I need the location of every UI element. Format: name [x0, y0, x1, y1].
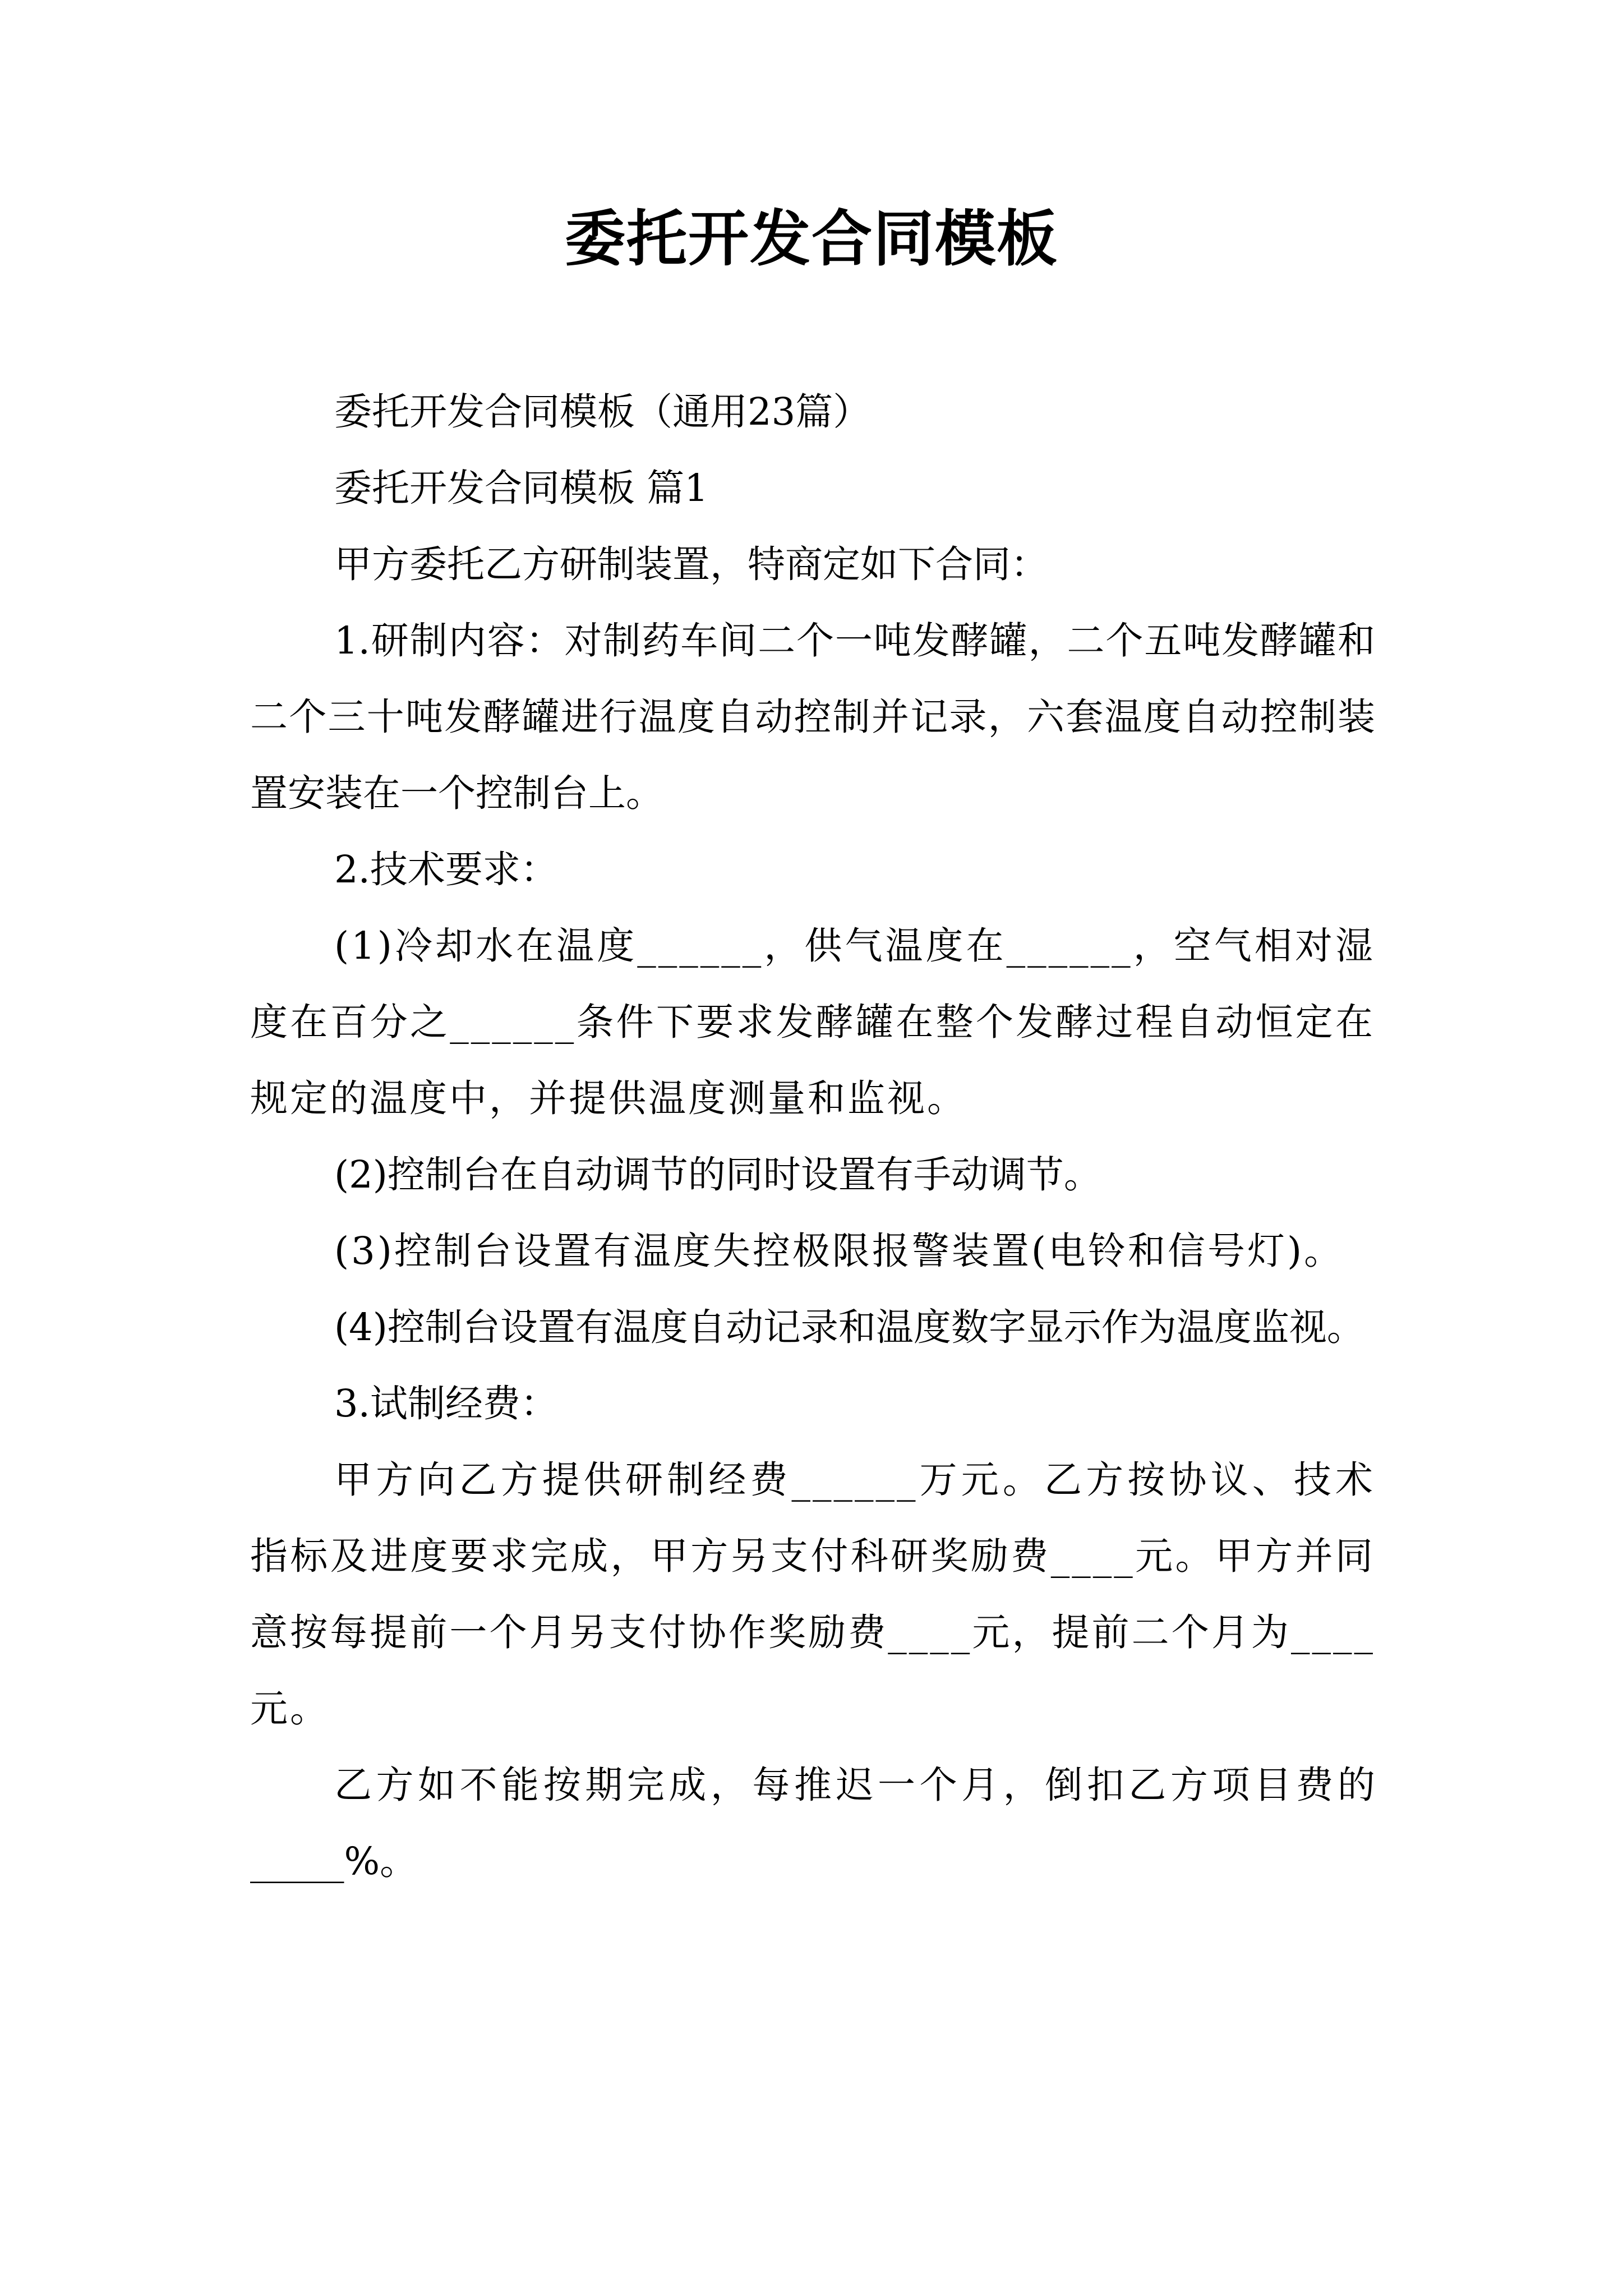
- funding-paragraph: 甲方向乙方提供研制经费______万元。乙方按协议、技术指标及进度要求完成，甲方另支付科研奖励费____元。甲方并同意按每提前一个月另支付协作奖励费____元，提前二个月为____元。: [250, 1458, 1375, 1731]
- subtitle-paragraph: 委托开发合同模板（通用23篇）: [334, 390, 871, 434]
- document-title: 委托开发合同模板: [564, 204, 1058, 274]
- intro-paragraph: 甲方委托乙方研制装置，特商定如下合同：: [334, 542, 1048, 586]
- clause-research-content: 1.研制内容：对制药车间二个一吨发酵罐，二个五吨发酵罐和二个三十吨发酵罐进行温度自动控制并记录，六套温度自动控制装置安装在一个控制台上。: [250, 619, 1375, 815]
- requirement-item-4: (4)控制台设置有温度自动记录和温度数字显示作为温度监视。: [334, 1305, 1364, 1349]
- requirement-item-2: (2)控制台在自动调节的同时设置有手动调节。: [334, 1153, 1101, 1197]
- clause-trial-funding: 3.试制经费：: [334, 1382, 558, 1425]
- requirement-item-3: (3)控制台设置有温度失控极限报警装置(电铃和信号灯)。: [334, 1229, 1344, 1273]
- requirement-item-1: (1)冷却水在温度______，供气温度在______，空气相对湿度在百分之______条件下要求发酵罐在整个发酵过程自动恒定在规定的温度中，并提供温度测量和监视。: [250, 924, 1375, 1120]
- document-body: [250, 374, 1375, 1899]
- penalty-paragraph: 乙方如不能按期完成，每推迟一个月，倒扣乙方项目费的_____%。: [250, 1763, 1375, 1883]
- section-heading: 委托开发合同模板 篇1: [334, 466, 708, 510]
- clause-technical-requirements: 2.技术要求：: [334, 848, 558, 891]
